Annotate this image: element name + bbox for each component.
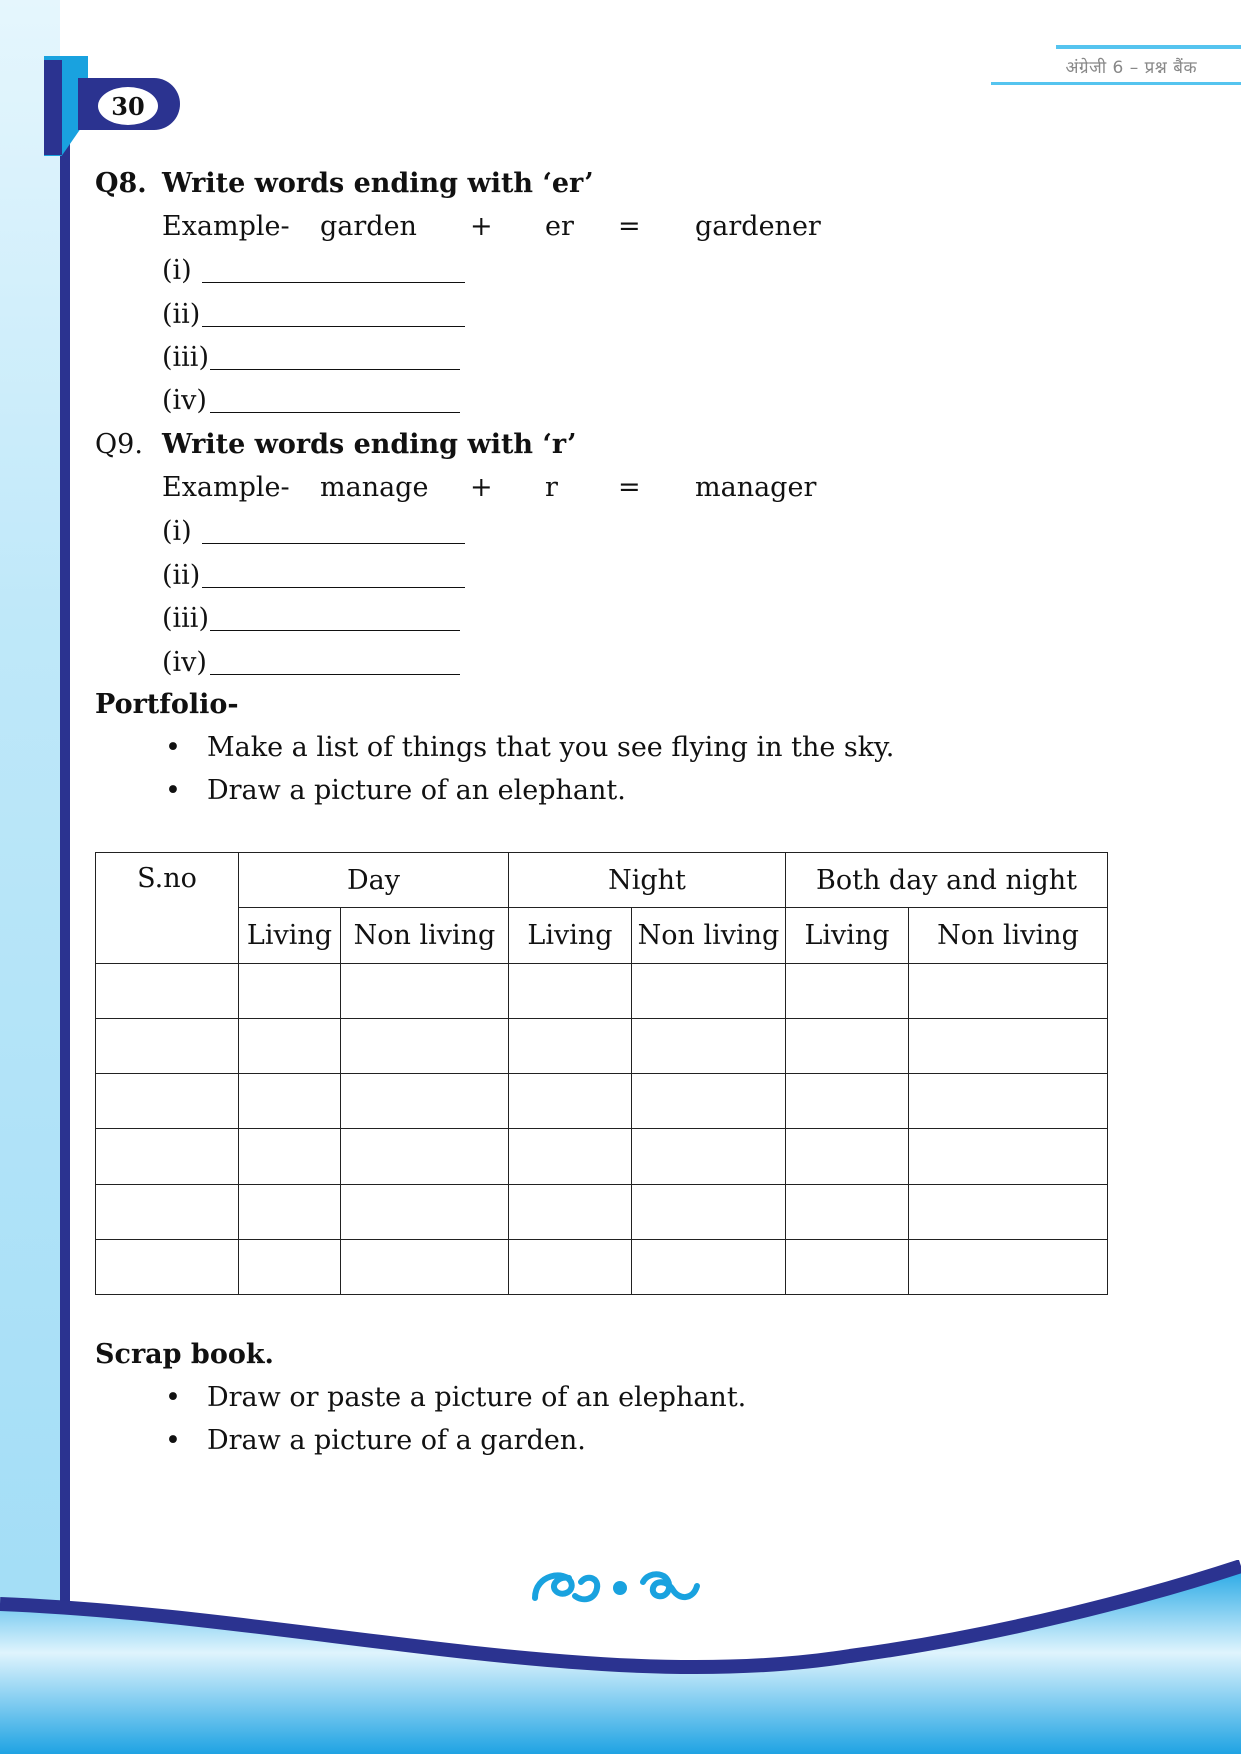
subheader-night-living: Living <box>509 908 632 963</box>
bullet: • <box>165 1425 181 1456</box>
q8-title: Write words ending with ‘er’ <box>162 168 594 199</box>
table-cell[interactable] <box>239 1074 341 1129</box>
scrapbook-bullet: Draw a picture of a garden. <box>207 1425 586 1456</box>
q9-answer-blank[interactable] <box>202 543 465 544</box>
scrapbook-heading: Scrap book. <box>95 1339 274 1370</box>
table-cell[interactable] <box>239 1018 341 1073</box>
q8-answer-blank[interactable] <box>202 282 465 283</box>
table-cell[interactable] <box>509 1129 632 1184</box>
subheader-day-living: Living <box>239 908 341 963</box>
table-cell[interactable] <box>632 1239 786 1294</box>
q9-answer-blank[interactable] <box>210 630 460 631</box>
subheader-night-nonliving: Non living <box>632 908 786 963</box>
table-cell[interactable] <box>509 1074 632 1129</box>
table-cell[interactable] <box>632 1018 786 1073</box>
q8-answer-blank[interactable] <box>210 412 460 413</box>
q8-example-base: garden <box>320 211 417 242</box>
table-cell[interactable] <box>632 1129 786 1184</box>
scrapbook-bullet: Draw or paste a picture of an elephant. <box>207 1382 747 1413</box>
table-cell[interactable] <box>786 1074 909 1129</box>
q9-answer-blank[interactable] <box>202 587 465 588</box>
q9-item-label: (i) <box>162 516 192 547</box>
col-sno-header: S.no <box>96 853 239 964</box>
table-cell[interactable] <box>509 1184 632 1239</box>
bullet: • <box>165 775 181 806</box>
table-cell[interactable] <box>341 1184 509 1239</box>
q8-item-label: (iii) <box>162 342 209 373</box>
table-cell[interactable] <box>341 1074 509 1129</box>
side-bar <box>60 70 70 1610</box>
q8-item-label: (ii) <box>162 299 201 330</box>
q8-number: Q8. <box>95 168 147 199</box>
q9-item-label: (iii) <box>162 603 209 634</box>
table-cell[interactable] <box>632 963 786 1018</box>
bullet: • <box>165 1382 181 1413</box>
table-cell[interactable] <box>96 1018 239 1073</box>
table-row <box>96 1239 1108 1294</box>
q9-example-plus: + <box>470 472 493 503</box>
q9-example-equals: = <box>618 472 641 503</box>
q8-item-label: (iv) <box>162 385 207 416</box>
table-cell[interactable] <box>509 963 632 1018</box>
table-cell[interactable] <box>341 1239 509 1294</box>
table-cell[interactable] <box>96 1129 239 1184</box>
portfolio-heading: Portfolio- <box>95 689 239 720</box>
table-cell[interactable] <box>632 1184 786 1239</box>
col-group-both: Both day and night <box>786 853 1108 908</box>
table-cell[interactable] <box>341 963 509 1018</box>
q8-example-equals: = <box>618 211 641 242</box>
table-cell[interactable] <box>239 1129 341 1184</box>
table-row <box>96 1129 1108 1184</box>
q9-item-label: (ii) <box>162 560 201 591</box>
table-cell[interactable] <box>786 1239 909 1294</box>
table-cell[interactable] <box>96 1184 239 1239</box>
table-cell[interactable] <box>909 1239 1108 1294</box>
table-cell[interactable] <box>239 963 341 1018</box>
bottom-wave <box>0 1560 1241 1754</box>
book-title: अंग्रेजी 6 – प्रश्न बैंक <box>1065 58 1197 78</box>
table-row <box>96 1074 1108 1129</box>
table-cell[interactable] <box>239 1239 341 1294</box>
q8-example-result: gardener <box>695 211 821 242</box>
table-cell[interactable] <box>509 1239 632 1294</box>
q9-number: Q9. <box>95 429 143 460</box>
q8-answer-blank[interactable] <box>210 369 460 370</box>
portfolio-bullet: Make a list of things that you see flying in the sky. <box>207 732 895 763</box>
table-cell[interactable] <box>96 963 239 1018</box>
table-cell[interactable] <box>786 1018 909 1073</box>
q9-item-label: (iv) <box>162 647 207 678</box>
q9-example-label: Example- <box>162 472 290 503</box>
subheader-both-living: Living <box>786 908 909 963</box>
side-band <box>0 0 60 1754</box>
table-cell[interactable] <box>341 1129 509 1184</box>
q9-title: Write words ending with ‘r’ <box>162 429 577 460</box>
page-flag-dark <box>44 60 62 155</box>
q8-item-label: (i) <box>162 255 192 286</box>
q8-example-label: Example- <box>162 211 290 242</box>
header-rule <box>991 82 1241 85</box>
subheader-both-nonliving: Non living <box>909 908 1108 963</box>
table-cell[interactable] <box>786 963 909 1018</box>
q9-example-result: manager <box>695 472 817 503</box>
table-cell[interactable] <box>239 1184 341 1239</box>
table-row <box>96 1184 1108 1239</box>
col-group-day: Day <box>239 853 509 908</box>
col-group-night: Night <box>509 853 786 908</box>
table-cell[interactable] <box>909 1018 1108 1073</box>
q8-example-plus: + <box>470 211 493 242</box>
table-cell[interactable] <box>786 1184 909 1239</box>
table-cell[interactable] <box>786 1129 909 1184</box>
table-cell[interactable] <box>509 1018 632 1073</box>
table-row <box>96 963 1108 1018</box>
table-cell[interactable] <box>341 1018 509 1073</box>
header-rule-top <box>1056 45 1241 49</box>
q9-answer-blank[interactable] <box>210 674 460 675</box>
q8-answer-blank[interactable] <box>202 326 465 327</box>
table-cell[interactable] <box>909 963 1108 1018</box>
table-row <box>96 1018 1108 1073</box>
q9-example-suffix: r <box>545 472 558 503</box>
table-cell[interactable] <box>632 1074 786 1129</box>
q9-example-base: manage <box>320 472 429 503</box>
portfolio-bullet: Draw a picture of an elephant. <box>207 775 626 806</box>
table-cell[interactable] <box>909 1184 1108 1239</box>
table-cell[interactable] <box>96 1074 239 1129</box>
table-cell[interactable] <box>909 1129 1108 1184</box>
table-cell[interactable] <box>96 1239 239 1294</box>
table-cell[interactable] <box>909 1074 1108 1129</box>
subheader-day-nonliving: Non living <box>341 908 509 963</box>
page-number: 30 <box>98 87 158 125</box>
observation-table <box>95 852 1108 1295</box>
bullet: • <box>165 732 181 763</box>
q8-example-suffix: er <box>545 211 574 242</box>
